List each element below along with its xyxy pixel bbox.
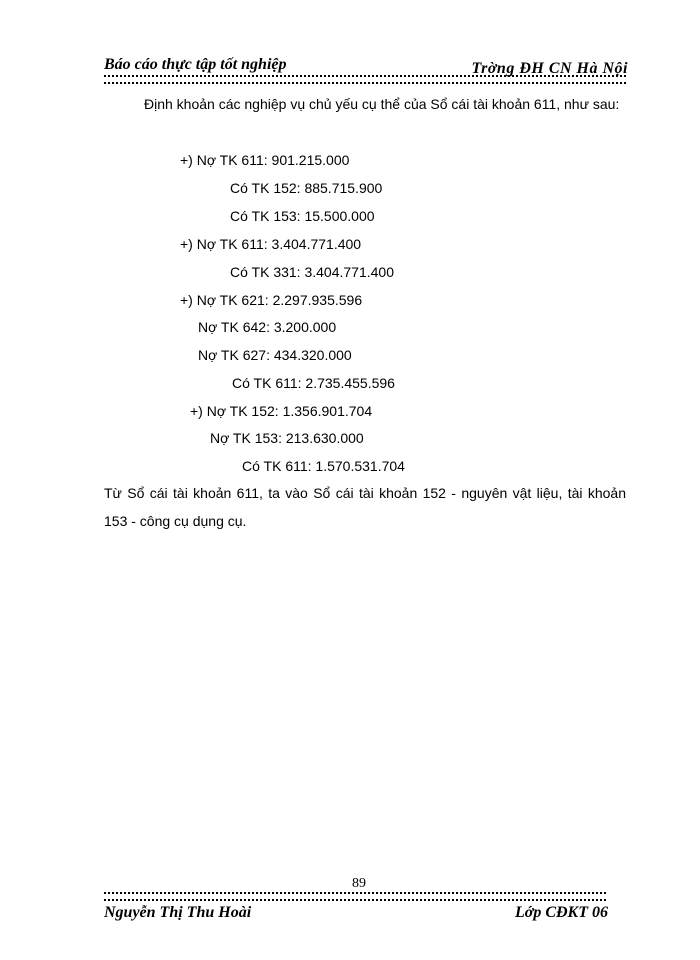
closing-paragraph: Từ Sổ cái tài khoản 611, ta vào Sổ cái tài khoản 152 - nguyên vật liệu, tài khoản 153 - công cụ dụng cụ. [104, 485, 626, 529]
journal-entry: Có TK 611: 2.735.455.596 [232, 375, 395, 391]
journal-entry: +) Nợ TK 152: 1.356.901.704 [190, 403, 373, 419]
page-number: 89 [352, 876, 366, 891]
journal-entry: +) Nợ TK 611: 3.404.771.400 [180, 236, 362, 252]
footer-divider [104, 892, 606, 901]
author-name: Nguyễn Thị Thu Hoài [104, 904, 252, 921]
intro-paragraph: Định khoản các nghiệp vụ chủ yếu cụ thể của Sổ cái tài khoản 611, như sau: [144, 96, 620, 112]
journal-entry: Có TK 153: 15.500.000 [230, 208, 375, 224]
class-name: Lớp CĐKT 06 [514, 904, 608, 921]
journal-entry: Có TK 331: 3.404.771.400 [230, 264, 394, 280]
report-title: Báo cáo thực tập tốt nghiệp [104, 56, 287, 73]
header-divider [104, 75, 626, 84]
school-name: Trờng ĐH CN Hà Nội [471, 60, 628, 77]
journal-entry: Có TK 152: 885.715.900 [230, 180, 383, 196]
journal-entry: Nợ TK 153: 213.630.000 [210, 430, 364, 446]
journal-entry: Nợ TK 627: 434.320.000 [198, 347, 352, 363]
journal-entry: +) Nợ TK 611: 901.215.000 [180, 152, 350, 168]
journal-entry: Có TK 611: 1.570.531.704 [242, 458, 405, 474]
journal-entry: Nợ TK 642: 3.200.000 [198, 319, 337, 335]
journal-entry: +) Nợ TK 621: 2.297.935.596 [180, 292, 363, 308]
